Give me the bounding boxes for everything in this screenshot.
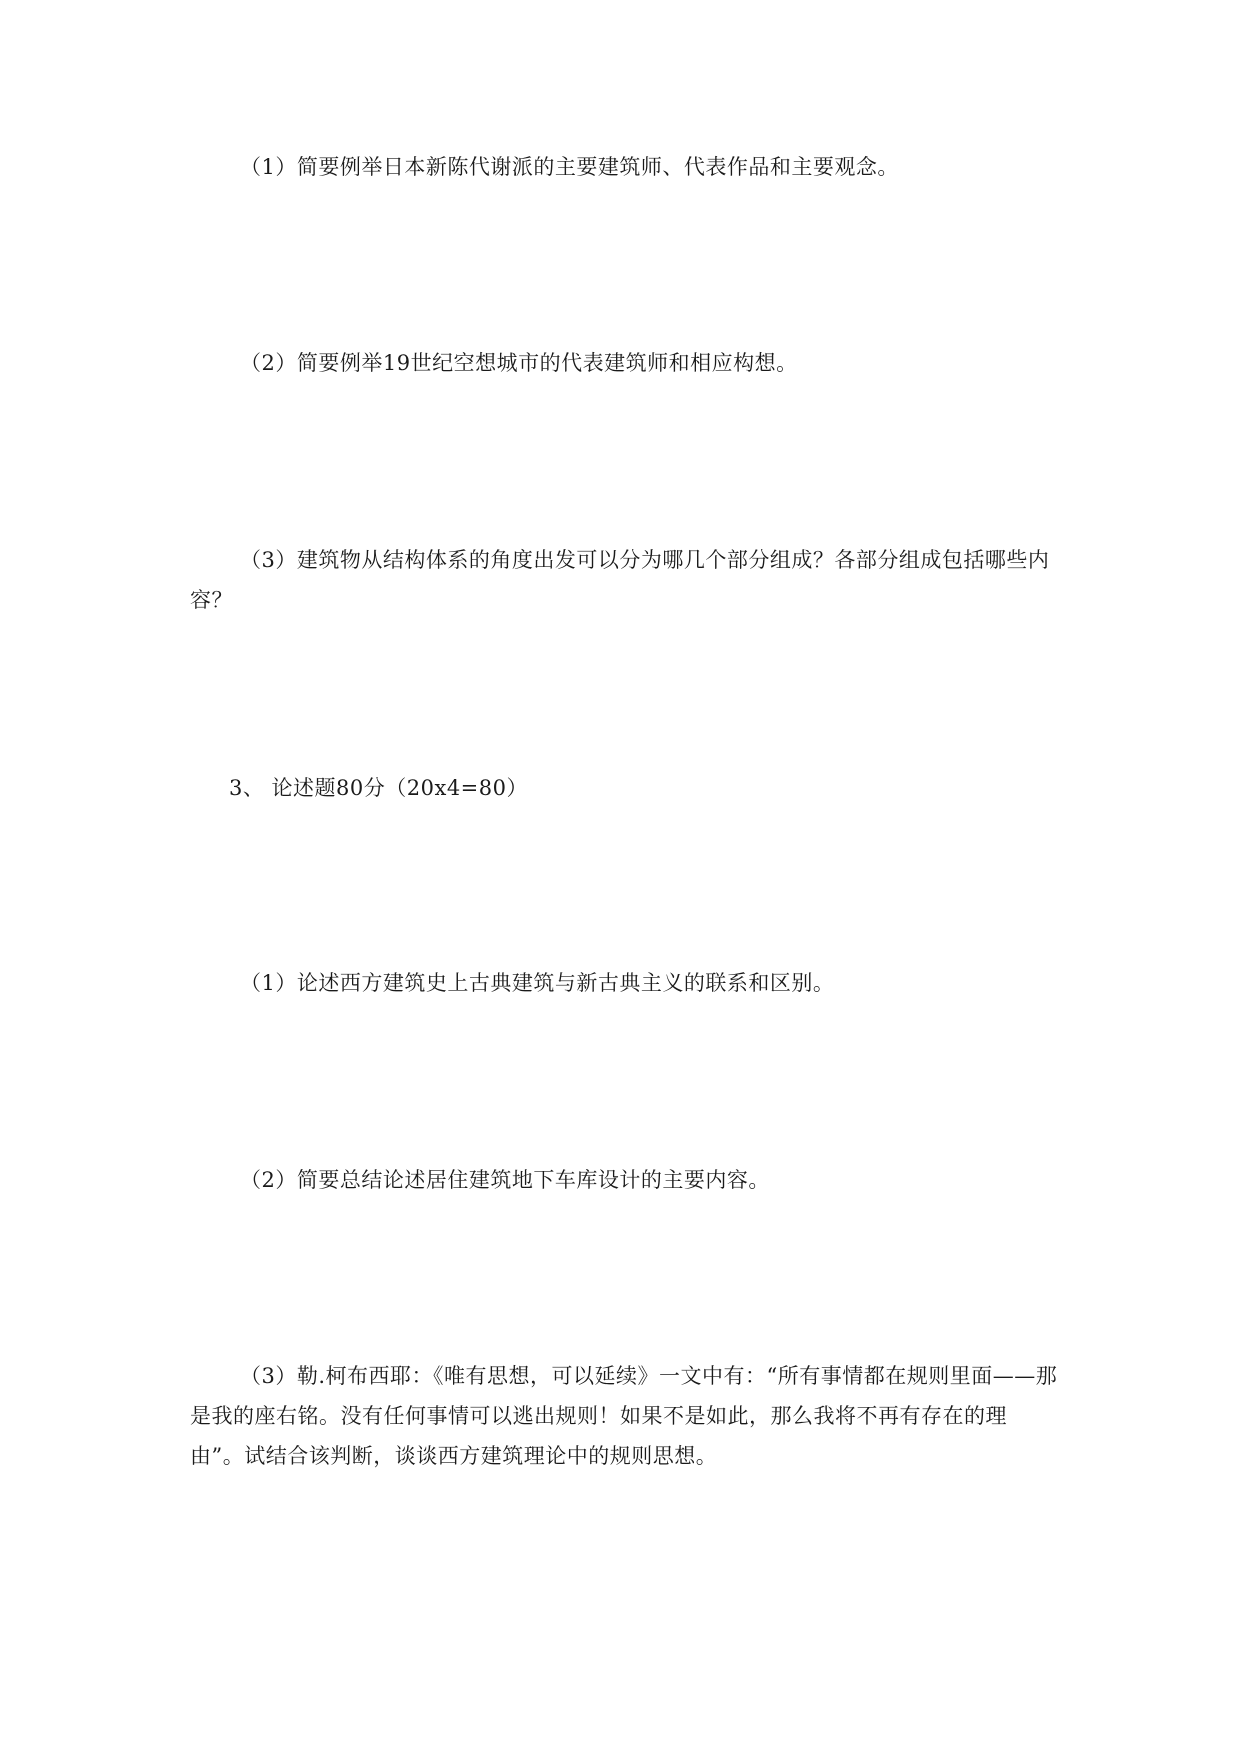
question-2-1: （1）简要例举日本新陈代谢派的主要建筑师、代表作品和主要观念。 xyxy=(240,155,899,179)
question-3-3: （3）勒.柯布西耶：《唯有思想，可以延续》一文中有：“所有事情都在规则里面——那是我的座右铭。没有任何事情可以逃出规则！如果不是如此，那么我将不再有存在的理由”。试结合该判断，谈谈西方建筑理论中的规则思想。 xyxy=(190,1364,1058,1468)
question-3-2: （2）简要总结论述居住建筑地下车库设计的主要内容。 xyxy=(240,1168,770,1192)
question-2-2: （2）简要例举19世纪空想城市的代表建筑师和相应构想。 xyxy=(240,351,798,375)
question-2-3: （3）建筑物从结构体系的角度出发可以分为哪几个部分组成？各部分组成包括哪些内容？ xyxy=(190,548,1050,612)
question-3-1: （1）论述西方建筑史上古典建筑与新古典主义的联系和区别。 xyxy=(240,971,835,995)
section-heading-essay: 3、 论述题80分（20x4=80） xyxy=(229,776,529,800)
